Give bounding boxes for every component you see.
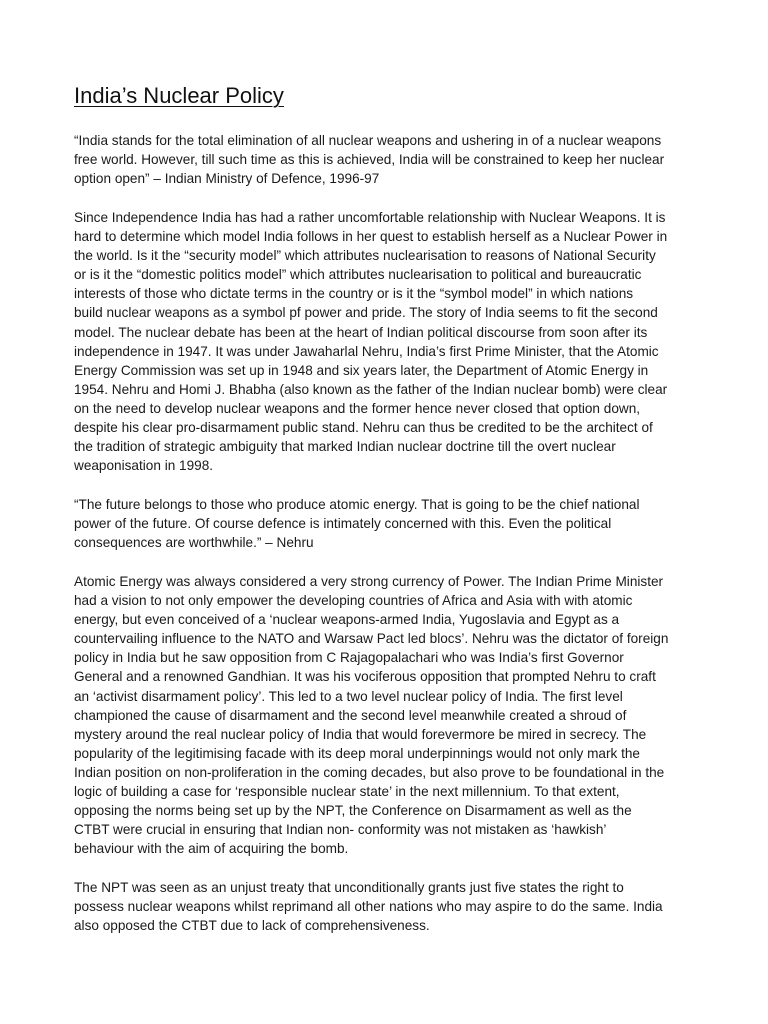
text-line: Energy Commission was set up in 1948 and six years later, the Department of Atomic Energy in — [74, 362, 649, 378]
text-line: logic of building a case for ‘responsible nuclear state’ in the next millennium. To that extent, — [74, 784, 620, 800]
text-line: championed the cause of disarmament and the second level meanwhile created a shroud of — [74, 707, 627, 723]
text-line: on the need to develop nuclear weapons and the former hence never closed that option down, — [74, 400, 641, 416]
text-line: build nuclear weapons as a symbol pf power and pride. The story of India seems to fit the second — [74, 305, 658, 321]
text-line: the tradition of strategic ambiguity that marked Indian nuclear doctrine till the overt nuclear — [74, 439, 616, 455]
opening-quote-paragraph — [74, 131, 664, 188]
text-line: or is it the “domestic politics model” which attributes nuclearisation to political and bureaucratic — [74, 267, 642, 283]
text-line: The NPT was seen as an unjust treaty that unconditionally grants just five states the right to — [74, 880, 624, 895]
text-line: policy in India but he saw opposition from C Rajagopalachari who was India’s first Governor — [74, 650, 624, 666]
text-line: behaviour with the aim of acquiring the bomb. — [74, 841, 349, 857]
text-line: model. The nuclear debate has been at the heart of Indian political discourse from soon after its — [74, 324, 648, 340]
text-line: CTBT were crucial in ensuring that Indian non- conformity was not mistaken as ‘hawkish’ — [74, 822, 607, 838]
text-line: independence in 1947. It was under Jawaharlal Nehru, India’s first Prime Minister, that the Atomic — [74, 343, 659, 359]
independence-paragraph — [74, 208, 667, 475]
text-line: consequences are worthwhile.” – Nehru — [74, 535, 314, 551]
nehru-quote-paragraph — [74, 495, 640, 552]
text-line: an ‘activist disarmament policy’. This led to a two level nuclear policy of India. The first level — [74, 688, 623, 704]
text-line: opposing the norms being set up by the NPT, the Conference on Disarmament as well as the — [74, 803, 632, 819]
text-line: popularity of the legitimising facade with its deep moral underpinnings would not only mark the — [74, 745, 640, 761]
text-line: interests of those who dictate terms in the country or is it the “symbol model” in which nations — [74, 286, 634, 302]
text-line: option open” – Indian Ministry of Defence, 1996-97 — [74, 171, 380, 187]
text-line: energy, but even conceived of a ‘nuclear weapons-armed India, Yugoslavia and Egypt as a — [74, 612, 620, 628]
text-line: Indian position on non-proliferation in the coming decades, but also prove to be foundational in the — [74, 764, 665, 780]
text-line: “The future belongs to those who produce atomic energy. That is going to be the chief national — [74, 497, 640, 512]
npt-paragraph — [74, 878, 663, 935]
text-line: also opposed the CTBT due to lack of comprehensiveness. — [74, 918, 430, 934]
text-line: weaponisation in 1998. — [74, 458, 214, 474]
text-line: the world. Is it the “security model” which attributes nuclearisation to reasons of National Security — [74, 248, 656, 264]
text-line: despite his clear pro-disarmament public stand. Nehru can thus be credited to be the architect of — [74, 420, 653, 436]
text-line: Atomic Energy was always considered a very strong currency of Power. The Indian Prime Minister — [74, 574, 664, 589]
text-line: “India stands for the total elimination of all nuclear weapons and ushering in of a nuclear weapons — [74, 133, 662, 148]
atomic-energy-paragraph — [74, 572, 668, 858]
document-title: India’s Nuclear Policy — [74, 83, 284, 108]
text-line: countervailing influence to the NATO and Warsaw Pact led blocs’. Nehru was the dictator of foreign — [74, 631, 669, 647]
text-line: 1954. Nehru and Homi J. Bhabha (also known as the father of the Indian nuclear bomb) were clear — [74, 381, 668, 397]
text-line: Since Independence India has had a rather uncomfortable relationship with Nuclear Weapons. It is — [74, 210, 666, 225]
text-line: General and a renowned Gandhian. It was his vociferous opposition that prompted Nehru to craft — [74, 669, 656, 685]
text-line: mystery around the real nuclear policy of India that would forevermore be mired in secrecy. The — [74, 726, 647, 742]
text-line: free world. However, till such time as this is achieved, India will be constrained to keep her nuclear — [74, 152, 665, 168]
text-line: hard to determine which model India follows in her quest to establish herself as a Nuclear Power in — [74, 229, 668, 245]
text-line: had a vision to not only empower the developing countries of Africa and Asia with with atomic — [74, 593, 633, 609]
text-line: possess nuclear weapons whilst reprimand all other nations who may aspire to do the same. India — [74, 899, 663, 915]
text-line: power of the future. Of course defence is intimately concerned with this. Even the political — [74, 516, 612, 532]
